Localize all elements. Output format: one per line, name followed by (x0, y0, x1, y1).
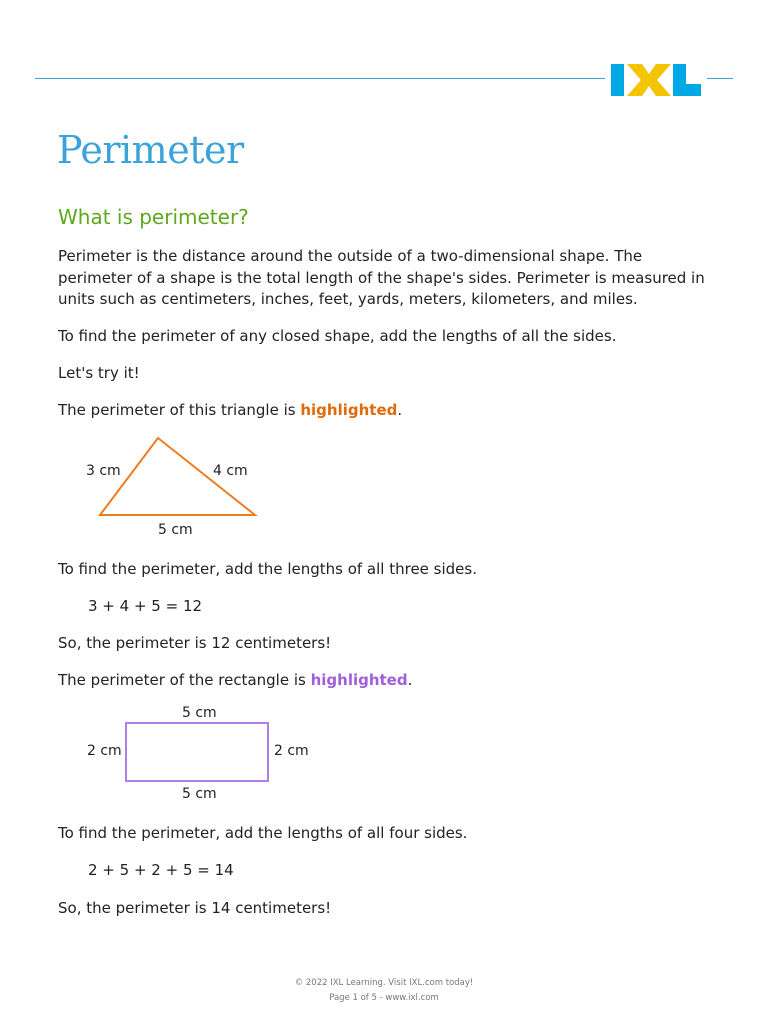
rectangle-shape (126, 723, 268, 781)
footer-page-info: Page 1 of 5 - www.ixl.com (329, 993, 439, 1003)
header-rule-end (707, 78, 733, 79)
rectangle-highlight-word: highlighted (310, 671, 408, 689)
rectangle-label-left: 2 cm (87, 743, 122, 759)
triangle-label-right: 4 cm (213, 463, 248, 479)
rectangle-instruction: To find the perimeter, add the lengths of all four sides. (58, 824, 468, 842)
intro-line-3: units such as centimeters, inches, feet, yards, meters, kilometers, and miles. (58, 290, 638, 308)
ixl-logo (611, 64, 701, 96)
triangle-equation: 3 + 4 + 5 = 12 (88, 597, 203, 615)
rectangle-figure (0, 700, 768, 808)
rectangle-intro: The perimeter of the rectangle is highlighted. (58, 671, 413, 689)
rectangle-conclusion: So, the perimeter is 14 centimeters! (58, 899, 332, 917)
intro-line-2: perimeter of a shape is the total length of the shape's sides. Perimeter is measured in (58, 268, 705, 287)
triangle-highlight-word: highlighted (300, 401, 398, 419)
intro-line-1: Perimeter is the distance around the outside of a two-dimensional shape. The (58, 247, 643, 265)
rectangle-equation: 2 + 5 + 2 + 5 = 14 (88, 861, 234, 879)
triangle-label-bottom: 5 cm (158, 522, 193, 538)
section-heading: What is perimeter? (58, 205, 249, 229)
footer-copyright: © 2022 IXL Learning. Visit IXL.com today! (294, 978, 474, 988)
page-title: Perimeter (57, 128, 244, 172)
triangle-label-left: 3 cm (86, 463, 121, 479)
rectangle-label-top: 5 cm (182, 705, 217, 721)
rectangle-label-bottom: 5 cm (182, 786, 217, 802)
triangle-figure (0, 430, 768, 542)
rule-text: To find the perimeter of any closed shape, add the lengths of all the sides. (58, 327, 617, 345)
lets-try-text: Let's try it! (58, 364, 140, 382)
triangle-conclusion: So, the perimeter is 12 centimeters! (58, 634, 332, 652)
header-rule (35, 78, 605, 79)
triangle-intro: The perimeter of this triangle is highlighted. (58, 401, 403, 419)
rectangle-label-right: 2 cm (274, 743, 309, 759)
triangle-instruction: To find the perimeter, add the lengths of all three sides. (58, 560, 477, 578)
